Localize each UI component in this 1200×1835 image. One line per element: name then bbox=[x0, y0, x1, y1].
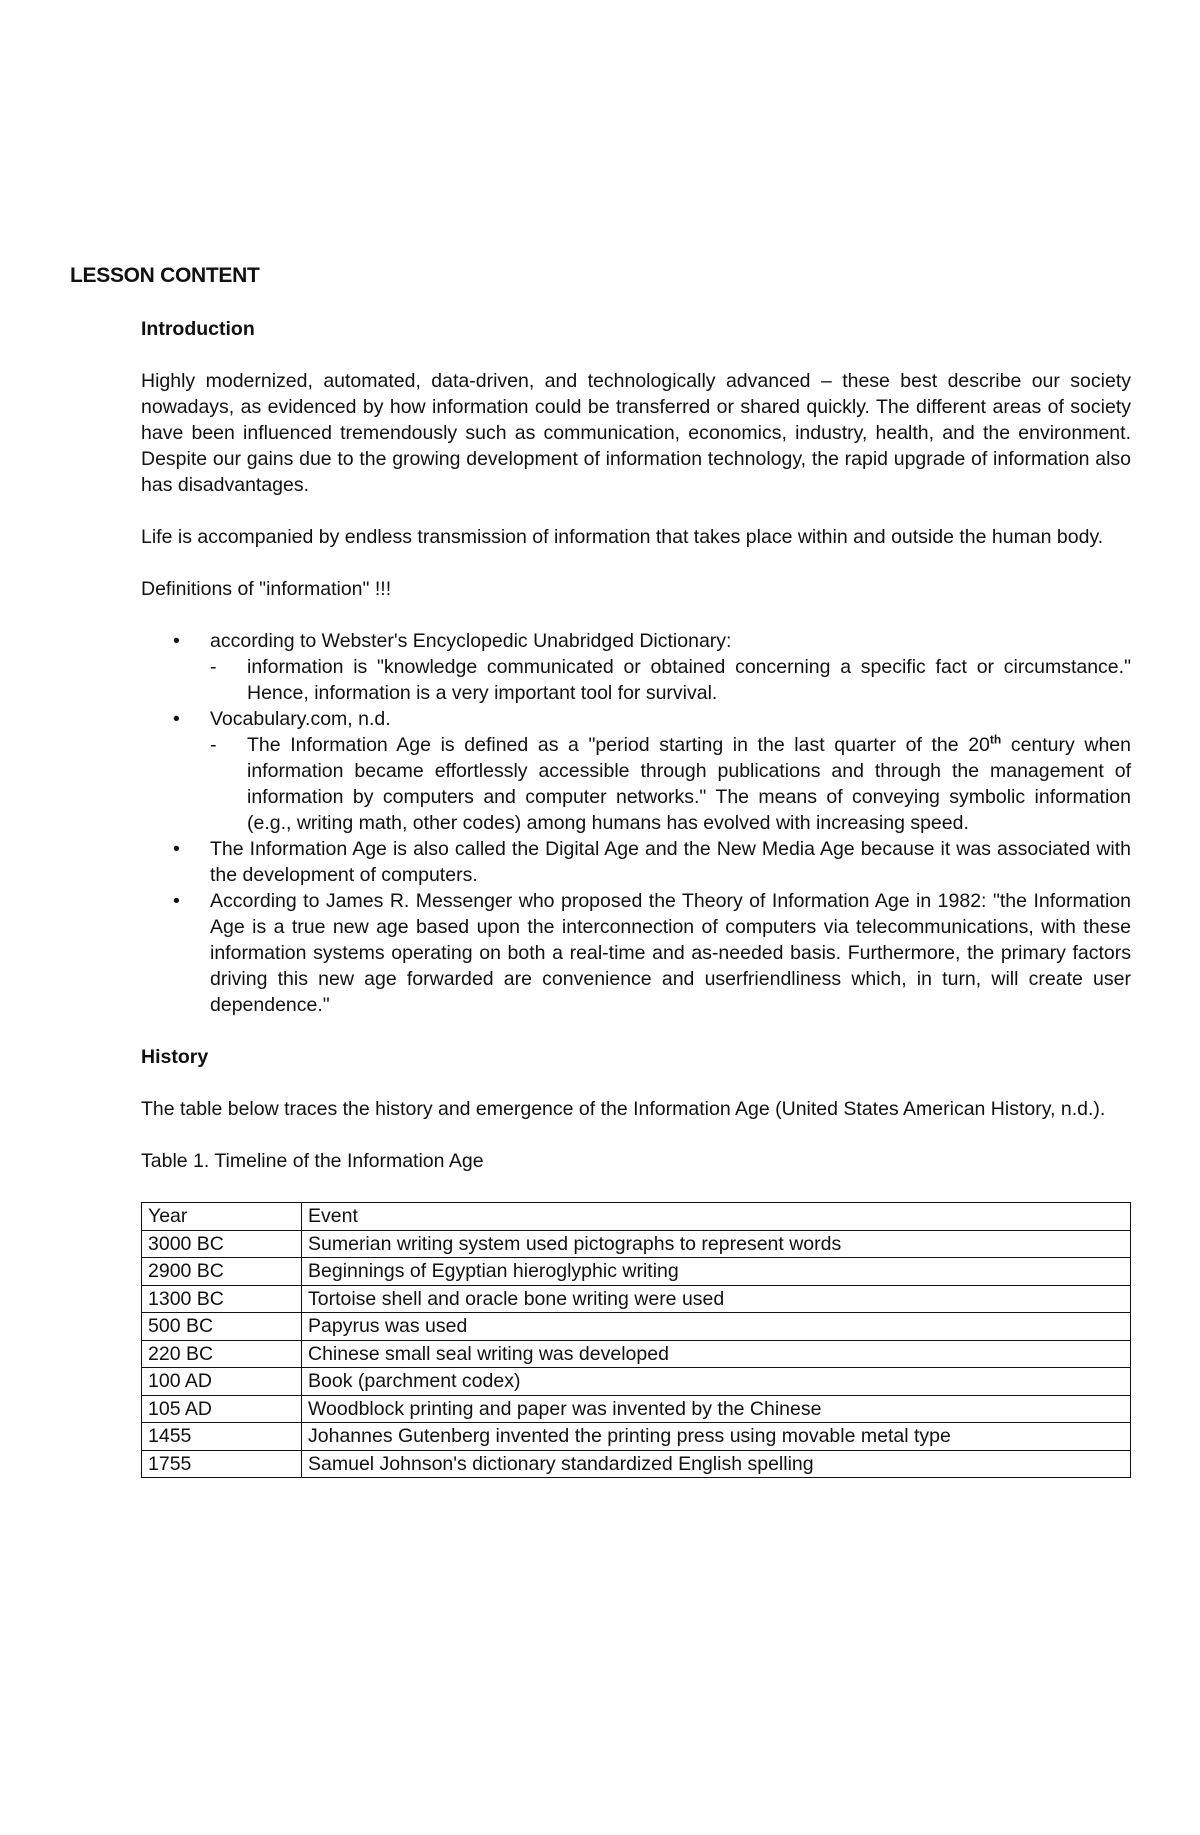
event-cell: Tortoise shell and oracle bone writing were used bbox=[302, 1285, 1131, 1313]
dash-icon: - bbox=[210, 656, 217, 678]
year-cell: 100 AD bbox=[142, 1368, 302, 1396]
definition-item bbox=[141, 836, 1131, 888]
year-cell: 1455 bbox=[142, 1423, 302, 1451]
year-cell: 2900 BC bbox=[142, 1258, 302, 1286]
bullet-icon: • bbox=[173, 708, 180, 730]
bullet-icon: • bbox=[173, 890, 180, 912]
table-header-event: Event bbox=[302, 1203, 1131, 1231]
bullet-icon: • bbox=[173, 838, 180, 860]
dash-icon: - bbox=[210, 734, 217, 756]
definition-text: The Information Age is also called the Digital Age and the New Media Age because it was associated with the development of computers. bbox=[210, 838, 1131, 886]
table-row bbox=[142, 1285, 1131, 1313]
event-cell: Woodblock printing and paper was invented by the Chinese bbox=[302, 1395, 1131, 1423]
table-row bbox=[142, 1258, 1131, 1286]
table-row bbox=[142, 1313, 1131, 1341]
event-cell: Chinese small seal writing was developed bbox=[302, 1340, 1131, 1368]
definition-item bbox=[141, 706, 1131, 836]
history-paragraph: The table below traces the history and emergence of the Information Age (United States American History, n.d.). bbox=[141, 1098, 1106, 1120]
introduction-paragraph-1: Highly modernized, automated, data-driven, and technologically advanced – these best describe our society nowadays, as evidenced by how information could be transferred or shared quickly. The different areas of society have been influenced tremendously such as communication, economics, industry, health, and the environment. Despite our gains due to the growing development of information technology, the rapid upgrade of information also has disadvantages. bbox=[141, 370, 1131, 496]
definition-subitem-text-end: century when information became effortlessly accessible through publications and through the management of information by computers and computer networks." The means of conveying symbolic information (e.g., writing math, other codes) among humans has evolved with increasing speed. bbox=[247, 734, 1131, 834]
table-header-year: Year bbox=[142, 1203, 302, 1231]
definitions-list bbox=[141, 628, 1131, 1018]
definition-subitem bbox=[210, 654, 1131, 706]
definition-text: Vocabulary.com, n.d. bbox=[210, 708, 391, 730]
table-row bbox=[142, 1340, 1131, 1368]
event-cell: Beginnings of Egyptian hieroglyphic writing bbox=[302, 1258, 1131, 1286]
event-cell: Samuel Johnson's dictionary standardized English spelling bbox=[302, 1450, 1131, 1478]
definition-text: According to James R. Messenger who proposed the Theory of Information Age in 1982: "the Information Age is a true new age based upon the interconnection of computers via telecommunications, with these information systems operating on both a real-time and as-needed basis. Furthermore, the primary factors driving this new age forwarded are convenience and userfriendliness which, in turn, will create user dependence." bbox=[210, 890, 1131, 1016]
definition-item bbox=[141, 628, 1131, 706]
year-cell: 105 AD bbox=[142, 1395, 302, 1423]
table-header-row bbox=[142, 1203, 1131, 1231]
timeline-table bbox=[141, 1202, 1131, 1478]
table-row bbox=[142, 1368, 1131, 1396]
year-cell: 1755 bbox=[142, 1450, 302, 1478]
definitions-title: Definitions of "information" !!! bbox=[141, 578, 392, 600]
year-cell: 3000 BC bbox=[142, 1230, 302, 1258]
definition-text: according to Webster's Encyclopedic Unabridged Dictionary: bbox=[210, 630, 732, 652]
table-caption: Table 1. Timeline of the Information Age bbox=[141, 1150, 484, 1172]
definition-item bbox=[141, 888, 1131, 1018]
introduction-heading: Introduction bbox=[141, 318, 255, 340]
superscript-th: th bbox=[989, 732, 1002, 747]
lesson-body bbox=[141, 316, 1131, 1478]
table-row bbox=[142, 1230, 1131, 1258]
bullet-icon: • bbox=[173, 630, 180, 652]
table-row bbox=[142, 1423, 1131, 1451]
lesson-title: LESSON CONTENT bbox=[70, 264, 260, 287]
year-cell: 220 BC bbox=[142, 1340, 302, 1368]
event-cell: Papyrus was used bbox=[302, 1313, 1131, 1341]
year-cell: 500 BC bbox=[142, 1313, 302, 1341]
introduction-paragraph-2: Life is accompanied by endless transmission of information that takes place within and outside the human body. bbox=[141, 526, 1104, 548]
definition-subitem-text: information is "knowledge communicated or obtained concerning a specific fact or circumstance." Hence, information is a very important tool for survival. bbox=[247, 656, 1131, 704]
year-cell: 1300 BC bbox=[142, 1285, 302, 1313]
table-row bbox=[142, 1450, 1131, 1478]
definition-subitem-text-start: The Information Age is defined as a "period starting in the last quarter of the 20 bbox=[247, 734, 990, 756]
event-cell: Johannes Gutenberg invented the printing press using movable metal type bbox=[302, 1423, 1131, 1451]
table-row bbox=[142, 1395, 1131, 1423]
event-cell: Sumerian writing system used pictographs to represent words bbox=[302, 1230, 1131, 1258]
definition-subitem bbox=[210, 732, 1131, 836]
event-cell: Book (parchment codex) bbox=[302, 1368, 1131, 1396]
history-heading: History bbox=[141, 1046, 209, 1068]
